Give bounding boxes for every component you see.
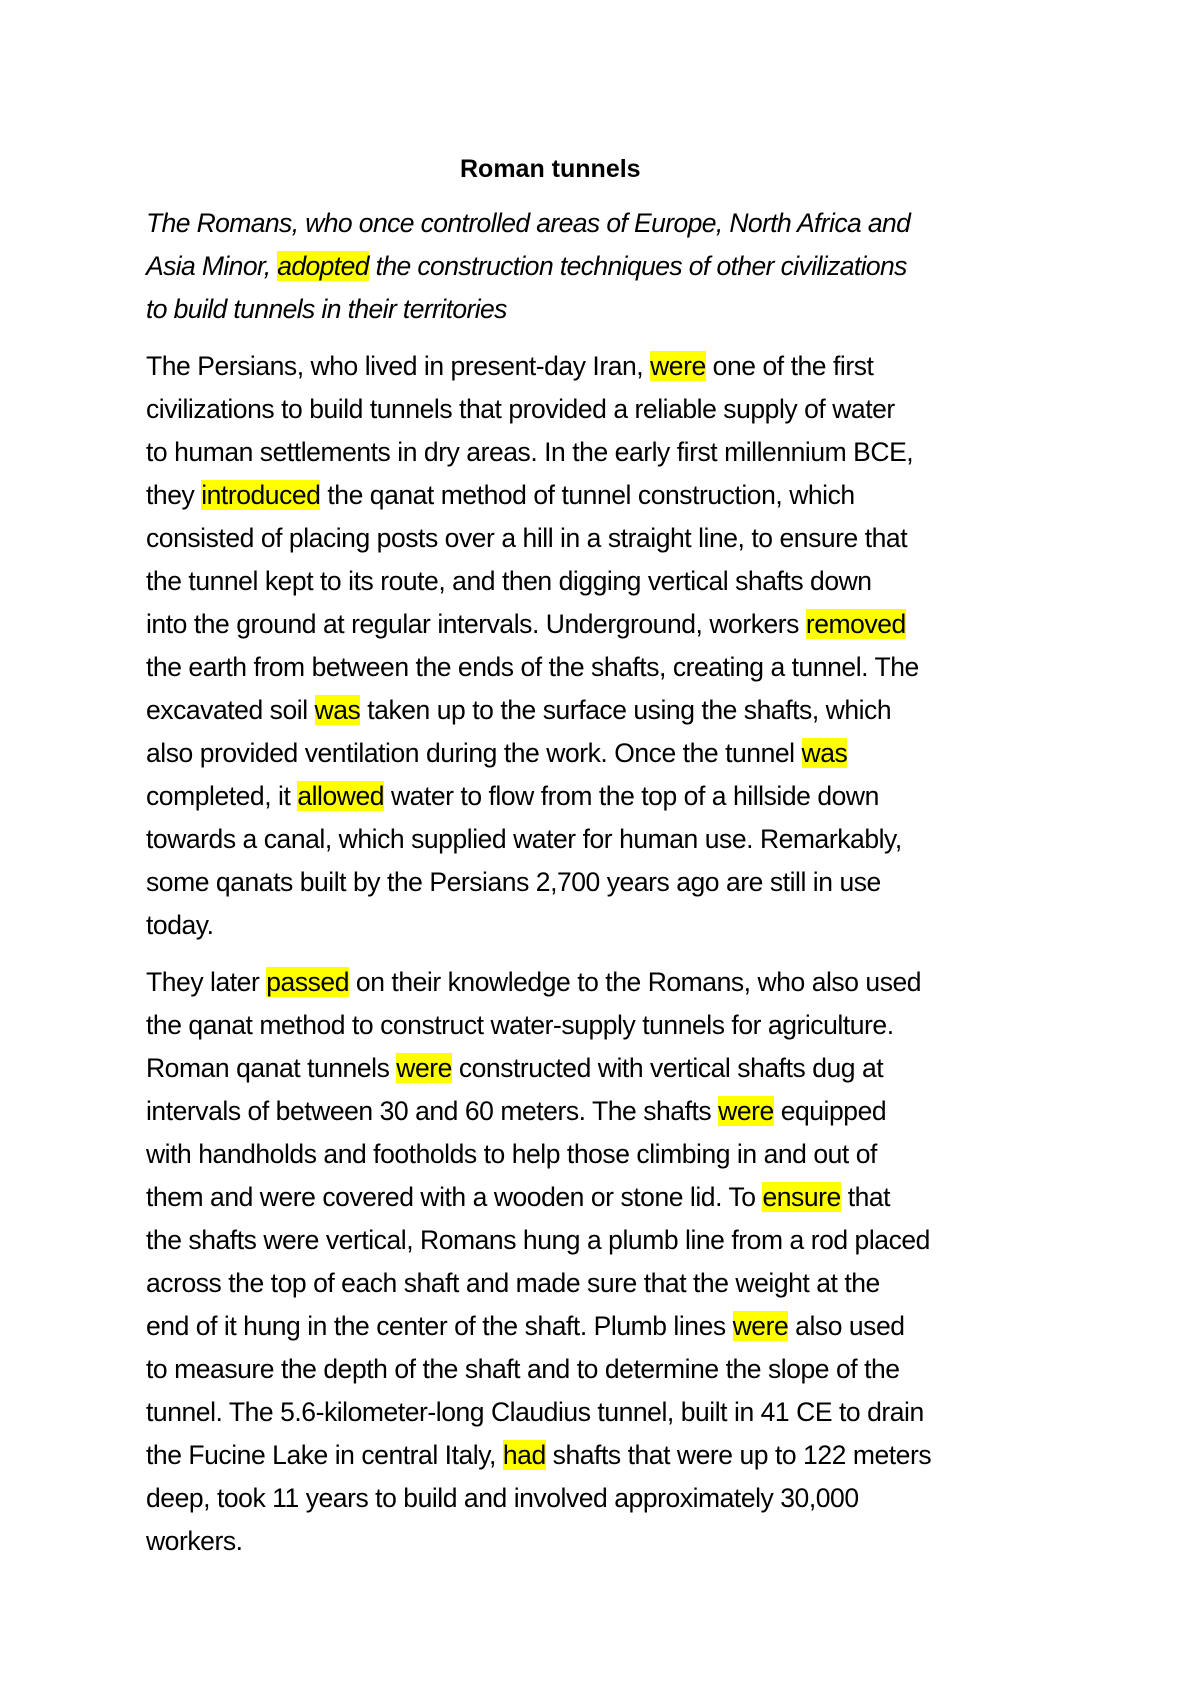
text-line [146,388,1086,431]
text-line [146,245,1086,288]
text-line [146,1004,1086,1047]
document-title: Roman tunnels [460,155,641,183]
text-run: they [146,480,202,510]
text-run: them and were covered with a wooden or stone lid. To [146,1182,763,1212]
text-line [146,961,1086,1004]
highlighted-word: passed [266,967,350,997]
text-run: consisted of placing posts over a hill in a straight line, to ensure that [146,523,908,553]
text-run: water to flow from the top of a hillside down [384,781,879,811]
text-run: tunnel. The 5.6-kilometer-long Claudius tunnel, built in 41 CE to drain [146,1397,924,1427]
text-run: towards a canal, which supplied water for human use. Remarkably, [146,824,902,854]
text-line [146,689,1086,732]
text-run: today. [146,910,214,940]
text-run: the qanat method to construct water-supply tunnels for agriculture. [146,1010,894,1040]
text-run: with handholds and footholds to help those climbing in and out of [146,1139,877,1169]
text-line [146,1219,1086,1262]
text-line [146,1391,1086,1434]
text-line [146,775,1086,818]
text-run: end of it hung in the center of the shaft. Plumb lines [146,1311,733,1341]
highlighted-word: adopted [277,251,369,281]
highlighted-word: introduced [201,480,321,510]
text-run: civilizations to build tunnels that provided a reliable supply of water [146,394,895,424]
highlighted-word: had [502,1440,546,1470]
text-run: deep, took 11 years to build and involved approximately 30,000 [146,1483,859,1513]
body-paragraph-persians [146,345,1086,947]
intro-paragraph [146,202,1086,331]
text-line [146,474,1086,517]
text-run: the qanat method of tunnel construction, which [320,480,855,510]
text-run: one of the first [705,351,874,381]
text-run: the Fucine Lake in central Italy, [146,1440,503,1470]
highlighted-word: were [718,1096,774,1126]
text-run: to measure the depth of the shaft and to determine the slope of the [146,1354,900,1384]
text-run: to build tunnels in their territories [146,294,507,324]
text-line [146,732,1086,775]
highlighted-word: ensure [762,1182,841,1212]
text-run: completed, it [146,781,298,811]
text-run: to human settlements in dry areas. In the early first millennium BCE, [146,437,914,467]
text-run: They later [146,967,267,997]
highlighted-word: was [801,738,848,768]
text-run: also used [788,1311,905,1341]
highlighted-word: were [650,351,706,381]
text-run: workers. [146,1526,243,1556]
text-line [146,1305,1086,1348]
text-line [146,345,1086,388]
text-run: also provided ventilation during the work. Once the tunnel [146,738,802,768]
text-line [146,603,1086,646]
text-line [146,1090,1086,1133]
text-line [146,818,1086,861]
text-line [146,431,1086,474]
text-run: taken up to the surface using the shafts, which [360,695,892,725]
text-run: constructed with vertical shafts dug at [451,1053,884,1083]
highlighted-word: removed [805,609,906,639]
highlighted-word: was [314,695,361,725]
highlighted-word: were [732,1311,789,1341]
text-line [146,1348,1086,1391]
text-line [146,1434,1086,1477]
text-line [146,1477,1086,1520]
text-run: excavated soil [146,695,315,725]
text-run: Asia Minor, [146,251,278,281]
text-line [146,904,1086,947]
text-line [146,1520,1086,1563]
text-run: the shafts were vertical, Romans hung a plumb line from a rod placed [146,1225,930,1255]
text-line [146,1047,1086,1090]
text-run: on their knowledge to the Romans, who also used [349,967,922,997]
text-line [146,560,1086,603]
text-line [146,1176,1086,1219]
text-line [146,1262,1086,1305]
highlighted-word: allowed [297,781,385,811]
text-run: shafts that were up to 122 meters [545,1440,932,1470]
document-page [146,150,1086,1563]
text-line [146,1133,1086,1176]
text-run: the tunnel kept to its route, and then digging vertical shafts down [146,566,872,596]
text-run: the construction techniques of other civilizations [368,251,907,281]
text-run: equipped [773,1096,887,1126]
text-run: The Persians, who lived in present-day Iran, [146,351,651,381]
text-run: The Romans, who once controlled areas of Europe, North Africa and [146,208,911,238]
text-line [146,646,1086,689]
body-paragraph-romans [146,961,1086,1563]
text-run: across the top of each shaft and made sure that the weight at the [146,1268,880,1298]
text-line [146,288,1086,331]
text-run: Roman qanat tunnels [146,1053,397,1083]
text-run: some qanats built by the Persians 2,700 years ago are still in use [146,867,881,897]
text-line [146,861,1086,904]
text-run: that [840,1182,891,1212]
text-line [146,202,1086,245]
text-run: intervals of between 30 and 60 meters. The shafts [146,1096,719,1126]
text-run: into the ground at regular intervals. Underground, workers [146,609,806,639]
text-run: the earth from between the ends of the shafts, creating a tunnel. The [146,652,919,682]
text-line [146,517,1086,560]
highlighted-word: were [396,1053,452,1083]
